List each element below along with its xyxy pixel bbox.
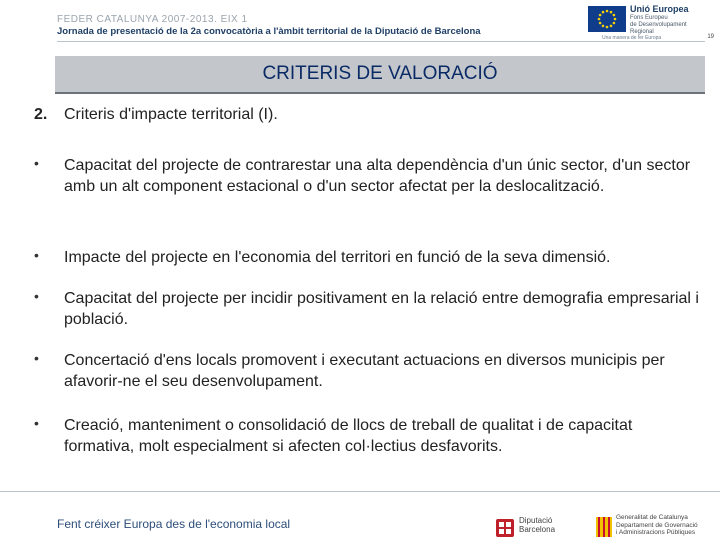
bullet-text: Capacitat del projecte de contrarestar una alta dependència d'un únic sector, d'un sector amb un alt component estacional o d'un sector afectat per la deslocalització.	[64, 157, 691, 195]
eu-tagline: Una manera de fer Europa	[602, 35, 662, 41]
diputacio-line: Barcelona	[519, 525, 556, 534]
bullet-icon: •	[34, 350, 39, 366]
section-title: Criteris d'impacte territorial (I).	[64, 106, 278, 123]
footer-divider	[0, 491, 720, 492]
eu-flag-icon	[588, 6, 626, 32]
diputacio-name	[519, 516, 555, 534]
generalitat-line: Generalitat de Catalunya	[616, 514, 688, 521]
bullet-icon: •	[34, 288, 39, 304]
title-underline	[55, 92, 705, 94]
generalitat-line: i Administracions Públiques	[616, 529, 696, 536]
eu-logo	[588, 4, 700, 44]
bullet-text: Impacte del projecte en l'economia del territori en funció de la seva dimensió.	[64, 249, 611, 266]
eu-fund-line: Fons Europeu	[630, 15, 668, 21]
bullet-icon: •	[34, 415, 39, 431]
bullet-text: Concertació d'ens locals promovent i executant actuacions en diversos municipis per afavorir-ne el seu desenvolupament.	[64, 352, 665, 390]
footer-slogan: Fent créixer Europa des de l'economia local	[57, 517, 291, 531]
bullet-icon: •	[34, 155, 39, 171]
page-number: 19	[707, 34, 714, 40]
event-title: Jornada de presentació de la 2a convocatòria a l'àmbit territorial de la Diputació de Barcelona	[57, 26, 481, 37]
section-number: 2.	[34, 106, 48, 123]
eu-fund-line: de Desenvolupament	[630, 22, 687, 28]
diputacio-line: Diputació	[519, 516, 553, 525]
eu-title: Unió Europea	[630, 4, 689, 14]
program-label: FEDER CATALUNYA 2007-2013. EIX 1	[57, 14, 248, 25]
bullet-icon: •	[34, 247, 39, 263]
bullet-text: Capacitat del projecte per incidir positivament en la relació entre demografia empresarial i població.	[64, 290, 699, 328]
slide-title: CRITERIS DE VALORACIÓ	[262, 63, 498, 84]
generalitat-name	[616, 514, 698, 537]
bullet-text: Creació, manteniment o consolidació de llocs de treball de qualitat i de capacitat formativa, molt especialment si afecten col·lectius desfavorits.	[64, 417, 633, 455]
section-heading	[34, 106, 278, 124]
eu-fund-line: Regional	[630, 29, 654, 35]
generalitat-logo-icon	[596, 517, 612, 537]
diputacio-logo-icon	[496, 519, 514, 537]
generalitat-line: Departament de Governació	[616, 521, 698, 529]
